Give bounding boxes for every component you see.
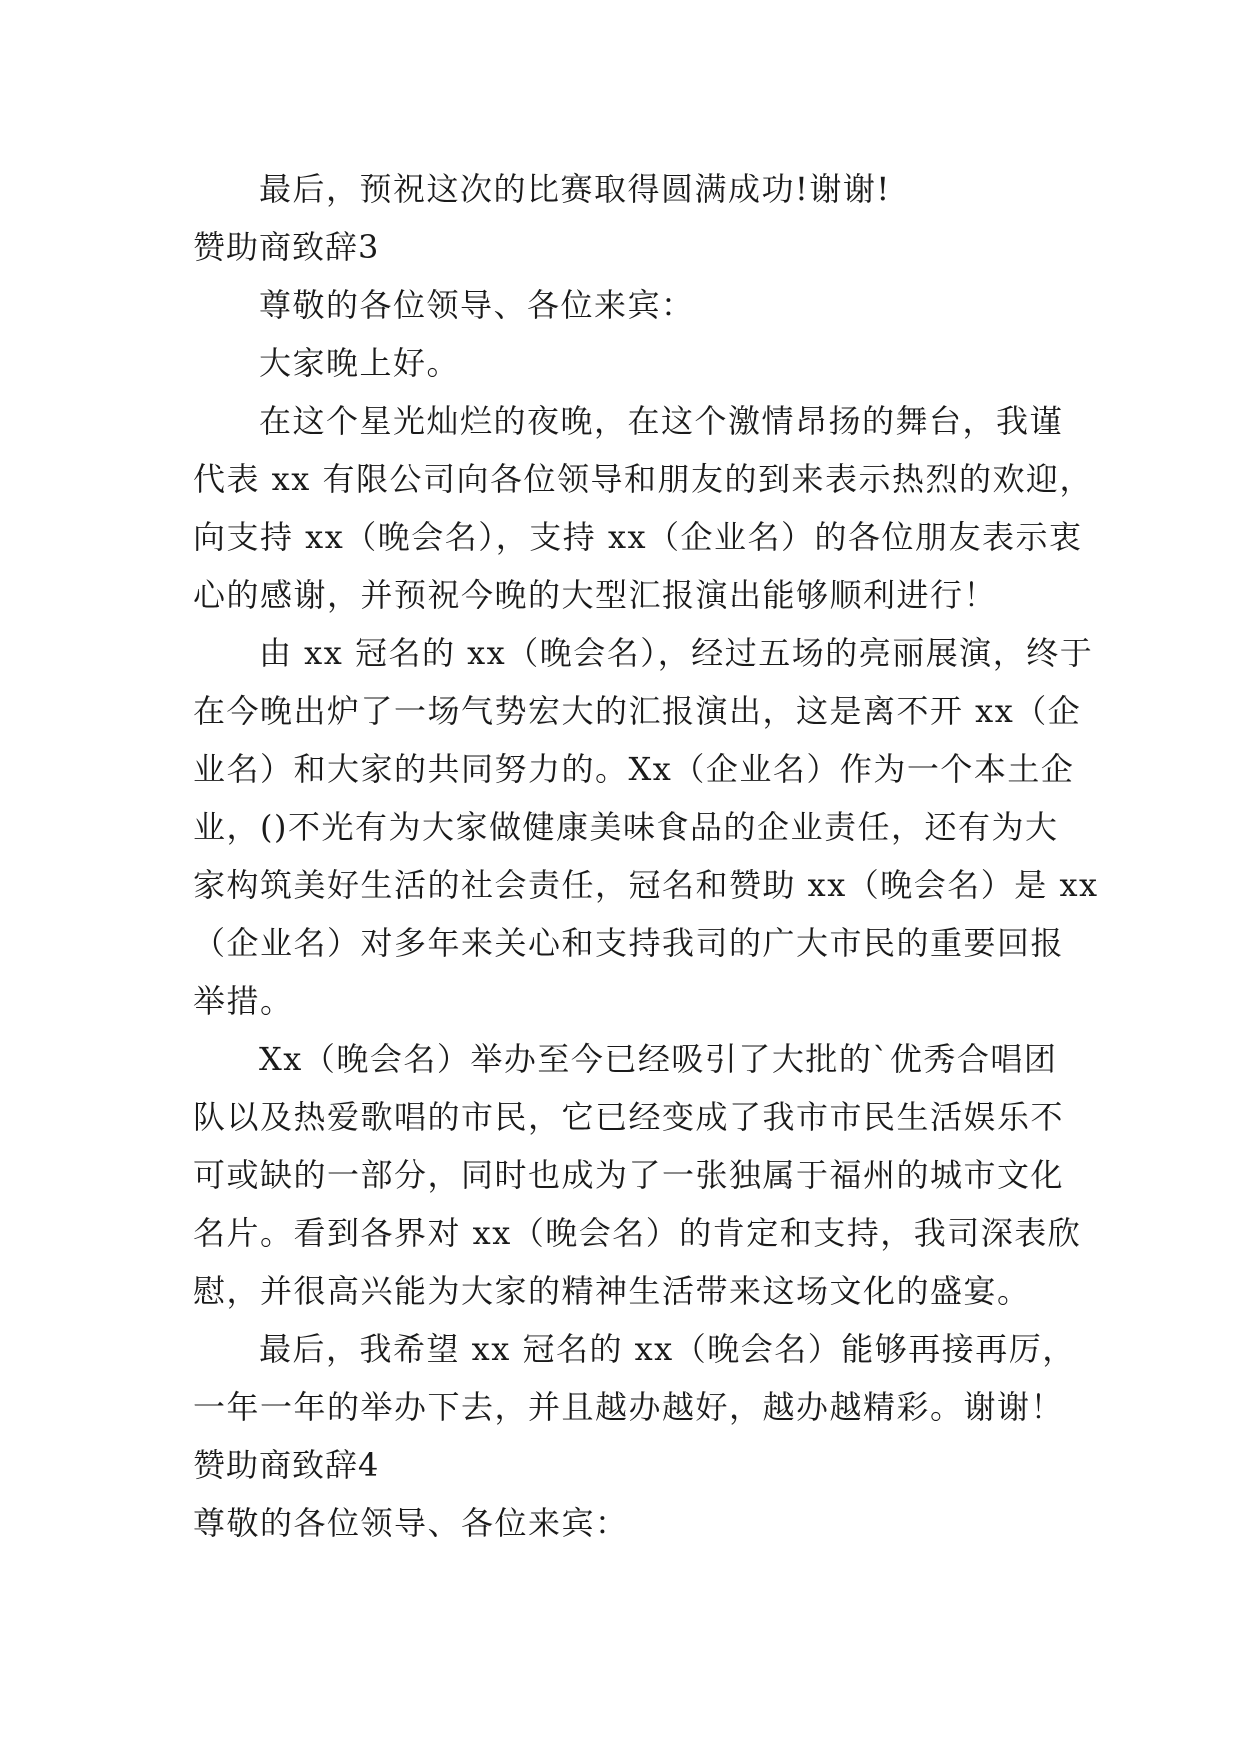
paragraph-line: 在今晚出炉了一场气势宏大的汇报演出，这是离不开 xx（企 <box>193 692 1082 730</box>
paragraph-line: Xx（晚会名）举办至今已经吸引了大批的`优秀合唱团 <box>259 1040 1058 1078</box>
paragraph-line: 代表 xx 有限公司向各位领导和朋友的到来表示热烈的欢迎， <box>193 460 1093 498</box>
paragraph-line: 一年一年的举办下去，并且越办越好，越办越精彩。谢谢！ <box>193 1388 1065 1426</box>
paragraph-line: 队以及热爱歌唱的市民，它已经变成了我市市民生活娱乐不 <box>193 1098 1065 1136</box>
section-heading: 赞助商致辞4 <box>193 1446 380 1484</box>
paragraph-line: 名片。看到各界对 xx（晚会名）的肯定和支持，我司深表欣 <box>193 1214 1082 1252</box>
paragraph-line: 可或缺的一部分，同时也成为了一张独属于福州的城市文化 <box>193 1156 1065 1194</box>
salutation-line: 尊敬的各位领导、各位来宾： <box>259 286 695 324</box>
salutation-line: 尊敬的各位领导、各位来宾： <box>193 1504 629 1542</box>
paragraph-line: 业，()不光有为大家做健康美味食品的企业责任，还有为大 <box>193 808 1059 846</box>
paragraph-line: 最后，我希望 xx 冠名的 xx（晚会名）能够再接再厉， <box>259 1330 1076 1368</box>
paragraph-line: 慰，并很高兴能为大家的精神生活带来这场文化的盛宴。 <box>193 1272 1031 1310</box>
paragraph-line: 家构筑美好生活的社会责任，冠名和赞助 xx（晚会名）是 xx <box>193 866 1099 904</box>
paragraph-line: 业名）和大家的共同努力的。Xx（企业名）作为一个本土企 <box>193 750 1075 788</box>
section-heading: 赞助商致辞3 <box>193 228 380 266</box>
paragraph-line: 由 xx 冠名的 xx（晚会名），经过五场的亮丽展演，终于 <box>259 634 1094 672</box>
paragraph-line: 心的感谢，并预祝今晚的大型汇报演出能够顺利进行！ <box>193 576 998 614</box>
paragraph-line: 最后，预祝这次的比赛取得圆满成功!谢谢! <box>259 170 891 208</box>
paragraph-line: 举措。 <box>193 982 294 1020</box>
greeting-line: 大家晚上好。 <box>259 344 461 382</box>
paragraph-line: 在这个星光灿烂的夜晚，在这个激情昂扬的舞台，我谨 <box>259 402 1064 440</box>
paragraph-line: （企业名）对多年来关心和支持我司的广大市民的重要回报 <box>193 924 1065 962</box>
document-body <box>193 160 1099 1552</box>
paragraph-line: 向支持 xx（晚会名），支持 xx（企业名）的各位朋友表示衷 <box>193 518 1083 556</box>
